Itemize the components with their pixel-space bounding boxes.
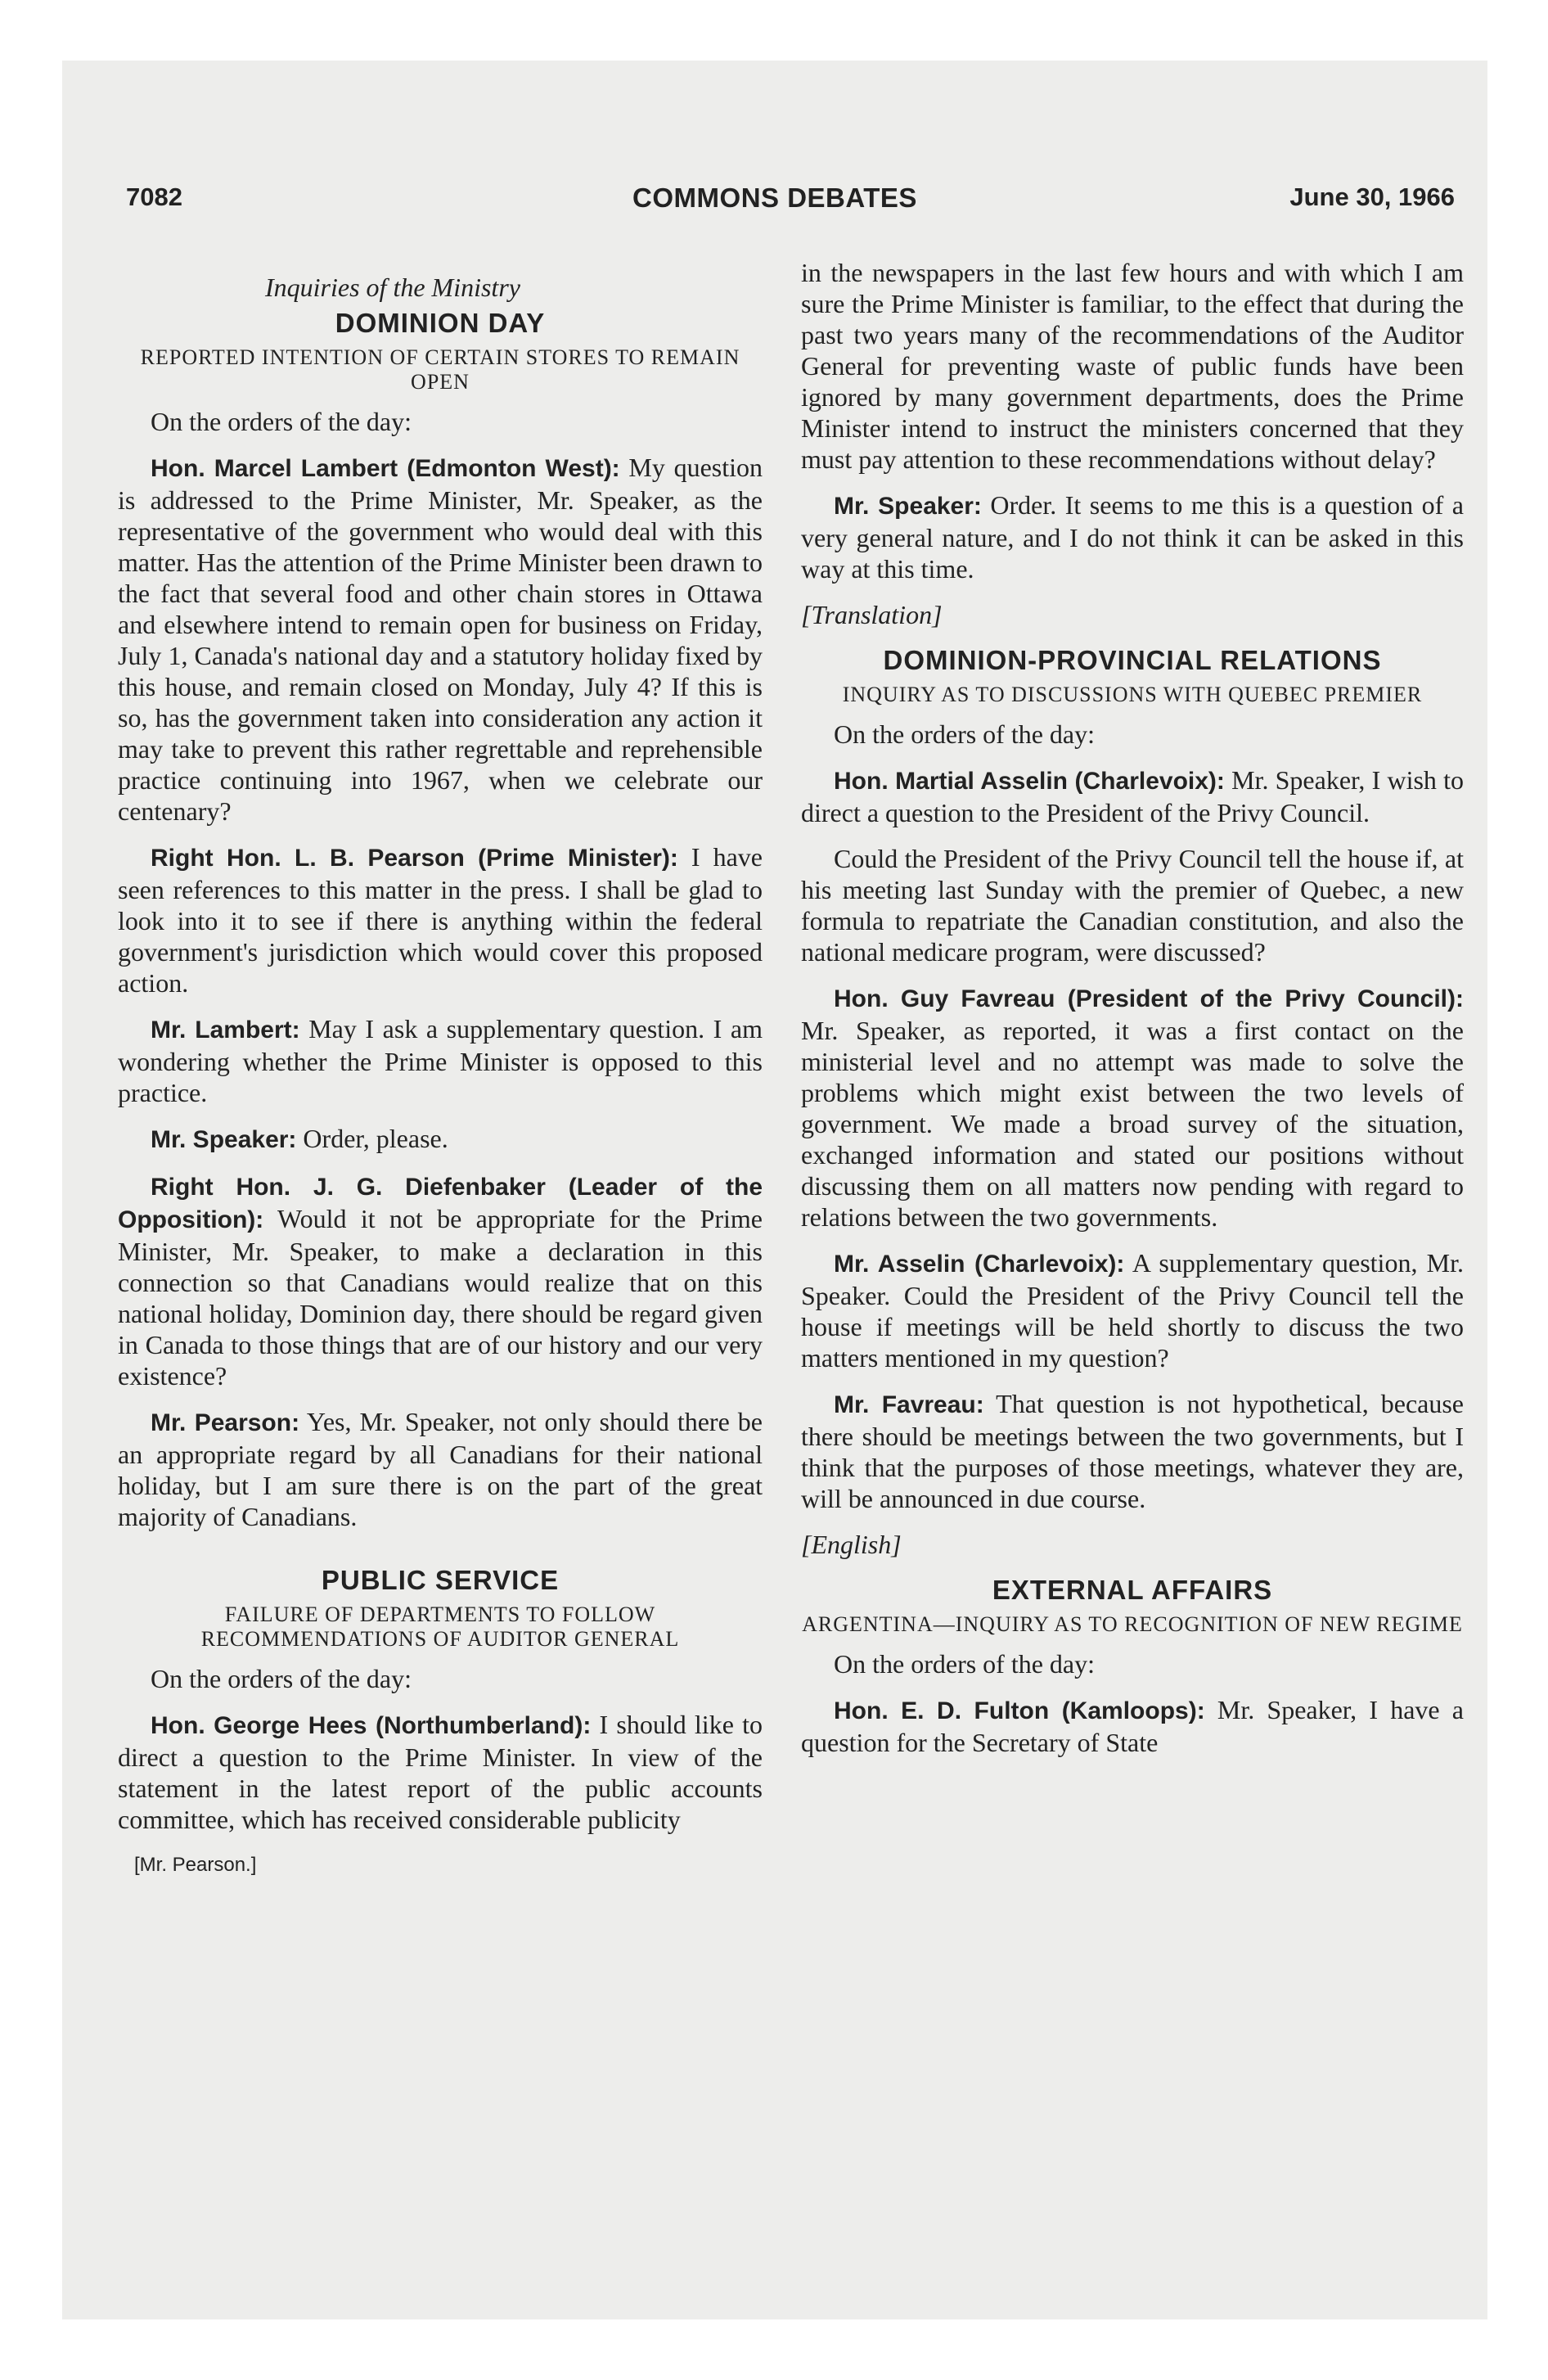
speech-text: Would it not be appropriate for the Prime Minister, Mr. Speaker, to make a declaration in this connection so that Canadians would realize that on this national holiday, Dominion day, there should be regard given in Canada to those things that are of our history and our very existence? bbox=[118, 1204, 763, 1391]
speech-lambert-2 bbox=[118, 1013, 763, 1108]
english-note: [English] bbox=[801, 1530, 902, 1559]
speech-text: Mr. Speaker, as reported, it was a first contact on the ministerial level and no attempt was made to solve the problems which might exist between the two levels of government. We made a broad survey of the situation, exchanged information and stated our positions without discussing them on all matters now pending with regard to relations between the two governments. bbox=[801, 1016, 1464, 1232]
speech-diefenbaker bbox=[118, 1170, 763, 1391]
subheading-auditor: FAILURE OF DEPARTMENTS TO FOLLOW RECOMMENDATIONS OF AUDITOR GENERAL bbox=[200, 1602, 680, 1651]
speaker-name: Mr. Pearson: bbox=[151, 1409, 300, 1436]
speech-hees-cont: in the newspapers in the last few hours and with which I am sure the Prime Minister is familiar, to the effect that during the past two years many of the recommendations of the Auditor General for preventing waste of public funds have been ignored by many government departments, does the Prime Minister intend to instruct the ministers concerned that they must pay attention to these recommendations without delay? bbox=[801, 258, 1464, 474]
speech-text: May I ask a supplementary question. I am wondering whether the Prime Minister is opposed to this practice. bbox=[118, 1014, 763, 1107]
speech-fulton bbox=[801, 1694, 1464, 1758]
speaker-name: Hon. Guy Favreau (President of the Privy Council): bbox=[834, 985, 1464, 1012]
speech-asselin-3 bbox=[801, 1247, 1464, 1373]
orders-of-day: On the orders of the day: bbox=[834, 719, 1096, 749]
speech-asselin-2: Could the President of the Privy Council tell the house if, at his meeting last Sunday with the premier of Quebec, a new formula to repatriate the Canadian constitution, and also the national medicare program, were discussed? bbox=[801, 844, 1464, 967]
speech-lambert bbox=[118, 452, 763, 827]
speaker-name: Mr. Lambert: bbox=[151, 1016, 300, 1044]
speech-text: A supplementary question, Mr. Speaker. Could the President of the Privy Council tell the house if meetings will be held shortly to discuss the two matters mentioned in my question? bbox=[801, 1248, 1464, 1373]
speech-text: I should like to direct a question to the Prime Minister. In view of the statement in the latest report of the public accounts committee, which has received considerable publicity bbox=[118, 1710, 763, 1834]
orders-of-day: On the orders of the day: bbox=[151, 1664, 412, 1693]
page-header bbox=[62, 183, 1487, 223]
speech-text: That question is not hypothetical, because there should be meetings between the two governments, but I think that the purposes of those meetings, whatever they are, will be announced in due course. bbox=[801, 1389, 1465, 1513]
speaker-name: Hon. Marcel Lambert (Edmonton West): bbox=[151, 455, 620, 482]
speech-favreau bbox=[801, 982, 1464, 1233]
speaker-name: Hon. E. D. Fulton (Kamloops): bbox=[834, 1697, 1205, 1724]
footer-note: [Mr. Pearson.] bbox=[134, 1854, 257, 1876]
subheading-stores: REPORTED INTENTION OF CERTAIN STORES TO REMAIN OPEN bbox=[140, 345, 740, 394]
publication-title: COMMONS DEBATES bbox=[632, 183, 917, 213]
speech-hees bbox=[118, 1709, 763, 1835]
speaker-name: Hon. Martial Asselin (Charlevoix): bbox=[834, 768, 1225, 795]
orders-of-day: On the orders of the day: bbox=[834, 1649, 1096, 1679]
speech-text: I have seen references to this matter in the press. I shall be glad to look into it to see if there is anything within the federal government's jurisdiction which would cover this proposed action. bbox=[118, 842, 763, 998]
speech-pearson bbox=[118, 841, 763, 998]
speaker-name: Mr. Favreau: bbox=[834, 1391, 984, 1418]
speech-text: Order. It seems to me this is a question of a very general nature, and I do not think it can be asked in this way at this time. bbox=[801, 490, 1465, 584]
speaker-name: Right Hon. L. B. Pearson (Prime Minister): bbox=[151, 845, 678, 872]
speaker-name: Mr. Speaker: bbox=[151, 1126, 297, 1153]
speech-text: Order, please. bbox=[296, 1124, 448, 1153]
subheading-argentina: ARGENTINA—INQUIRY AS TO RECOGNITION OF NEW REGIME bbox=[802, 1612, 1463, 1636]
speech-pearson-2 bbox=[118, 1406, 763, 1532]
heading-dominion-provincial: DOMINION-PROVINCIAL RELATIONS bbox=[883, 645, 1382, 675]
page-number: 7082 bbox=[126, 183, 182, 211]
speech-text: Mr. Speaker, I wish to direct a question to the President of the Privy Council. bbox=[801, 765, 1464, 827]
speaker-name: Mr. Speaker: bbox=[834, 493, 982, 520]
section-label: Inquiries of the Ministry bbox=[265, 273, 520, 302]
speech-text: Yes, Mr. Speaker, not only should there be an appropriate regard by all Canadians for their national holiday, but I am sure there is on the part of the great majority of Canadians. bbox=[118, 1407, 763, 1531]
speaker-name: Mr. Asselin (Charlevoix): bbox=[834, 1251, 1125, 1278]
speaker-name: Hon. George Hees (Northumberland): bbox=[151, 1712, 592, 1739]
right-column bbox=[801, 257, 1464, 1773]
left-column bbox=[118, 272, 763, 1881]
heading-public-service: PUBLIC SERVICE bbox=[321, 1565, 560, 1595]
speech-favreau-2 bbox=[801, 1388, 1464, 1514]
speech-asselin bbox=[801, 764, 1464, 828]
speech-speaker-2 bbox=[801, 489, 1464, 584]
subheading-quebec: INQUIRY AS TO DISCUSSIONS WITH QUEBEC PREMIER bbox=[842, 683, 1423, 706]
translation-note: [Translation] bbox=[801, 600, 943, 629]
page-date: June 30, 1966 bbox=[1289, 183, 1455, 211]
heading-external-affairs: EXTERNAL AFFAIRS bbox=[992, 1575, 1273, 1605]
heading-dominion-day: DOMINION DAY bbox=[335, 308, 546, 338]
speech-text: Mr. Speaker, I have a question for the Secretary of State bbox=[801, 1695, 1464, 1757]
speech-text: My question is addressed to the Prime Minister, Mr. Speaker, as the representative of the government who would deal with this matter. Has the attention of the Prime Minister been drawn to the fact that several food and other chain stores in Ottawa and elsewhere intend to remain open for business on Friday, July 1, Canada's national day and a statutory holiday fixed by this house, and remain closed on Monday, July 4? If this is so, has the government taken into consideration any action it may take to prevent this rather regrettable and reprehensible practice continuing into 1967, when we celebrate our centenary? bbox=[118, 453, 763, 826]
document-page bbox=[62, 61, 1487, 2319]
orders-of-day: On the orders of the day: bbox=[151, 407, 412, 436]
speech-speaker bbox=[118, 1123, 763, 1156]
speaker-name: Right Hon. J. G. Diefenbaker (Leader of the Opposition): bbox=[118, 1174, 763, 1233]
